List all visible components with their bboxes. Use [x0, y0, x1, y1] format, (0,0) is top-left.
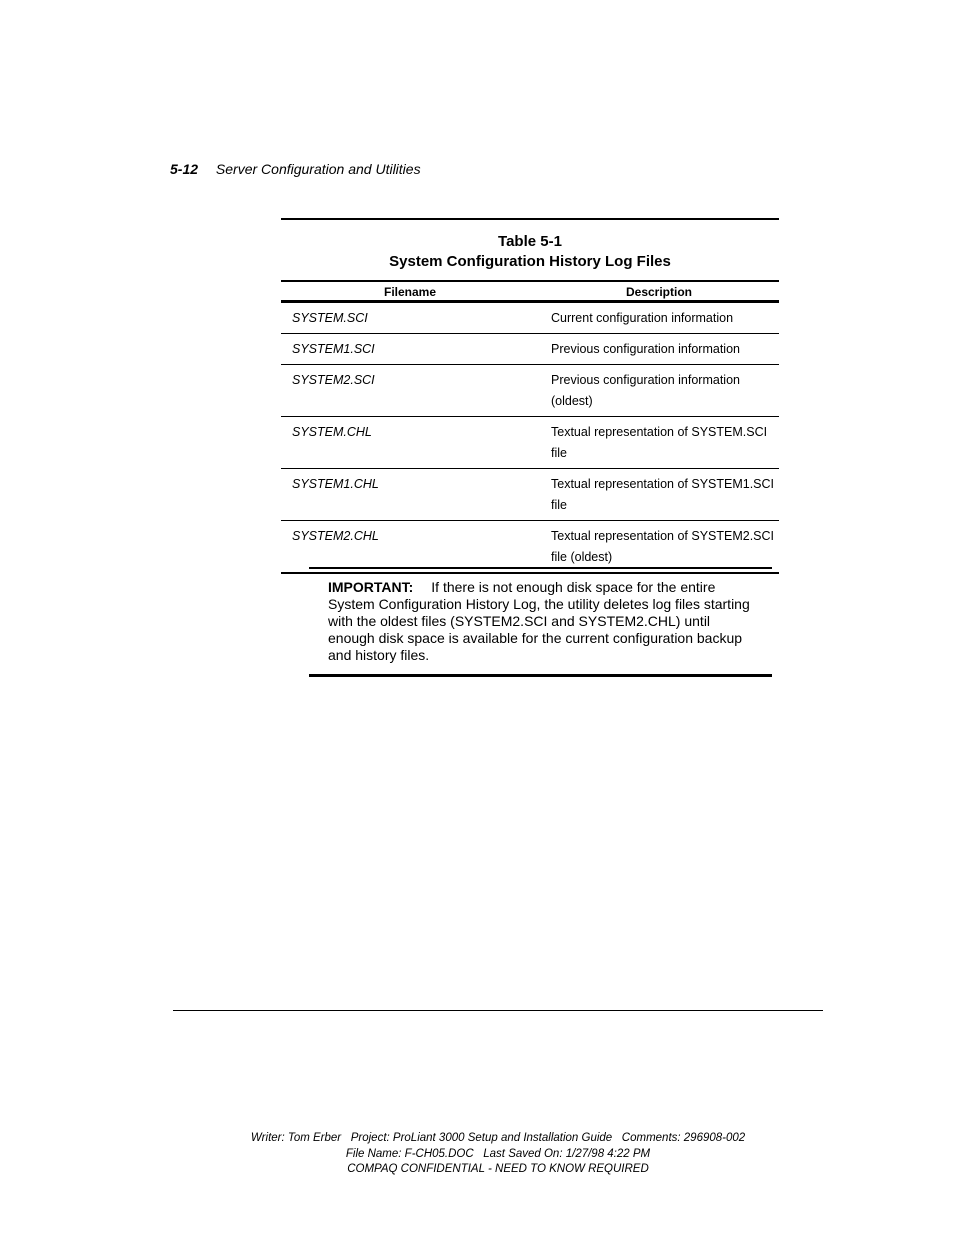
table-header-row [281, 282, 779, 303]
footer-line-confidential: COMPAQ CONFIDENTIAL - NEED TO KNOW REQUIRED [347, 1163, 649, 1175]
table-row [281, 469, 779, 521]
table-title: System Configuration History Log Files [389, 253, 671, 270]
table-row [281, 334, 779, 365]
footer-line-writer: Writer: Tom Erber Project: ProLiant 3000 Setup and Installation Guide Comments: 296908-002 [250, 1132, 746, 1144]
column-header-filename: Filename [383, 285, 437, 299]
table-body [281, 303, 779, 574]
description-cell: Previous configuration information [551, 342, 740, 356]
footer-rule [173, 1010, 823, 1011]
description-cell: Textual representation of SYSTEM1.SCI file [551, 477, 775, 512]
description-cell: Textual representation of SYSTEM2.SCI file (oldest) [551, 529, 775, 564]
footer-line-filename: File Name: F-CH05.DOC Last Saved On: 1/27/98 4:22 PM [345, 1147, 651, 1160]
running-header [170, 161, 421, 177]
description-cell: Current configuration information [551, 311, 734, 325]
filename-cell: SYSTEM2.SCI [292, 373, 375, 387]
note-text: If there is not enough disk space for the entire System Configuration History Log, the utility deletes log files starting with the oldest files (SYSTEM2.SCI and SYSTEM2.CHL) until enough disk space is available for the current configuration backup and history files. [328, 579, 750, 663]
filename-cell: SYSTEM2.CHL [292, 529, 379, 543]
table-row [281, 365, 779, 417]
filename-cell: SYSTEM1.CHL [292, 477, 379, 491]
table-row [281, 303, 779, 334]
note-label: IMPORTANT: [328, 579, 414, 595]
filename-cell: SYSTEM1.SCI [292, 342, 375, 356]
history-log-table [281, 218, 779, 574]
filename-cell: SYSTEM.CHL [292, 425, 372, 439]
important-note [309, 567, 772, 677]
document-footer [173, 1131, 823, 1178]
table-number: Table 5-1 [498, 233, 562, 250]
chapter-title: Server Configuration and Utilities [215, 161, 421, 177]
filename-cell: SYSTEM.SCI [292, 311, 368, 325]
table-caption [281, 220, 779, 280]
page-number: 5-12 [170, 161, 199, 177]
description-cell: Previous configuration information (oldest) [551, 373, 740, 408]
table-row [281, 417, 779, 469]
description-cell: Textual representation of SYSTEM.SCI file [551, 425, 768, 460]
column-header-description: Description [625, 285, 692, 299]
